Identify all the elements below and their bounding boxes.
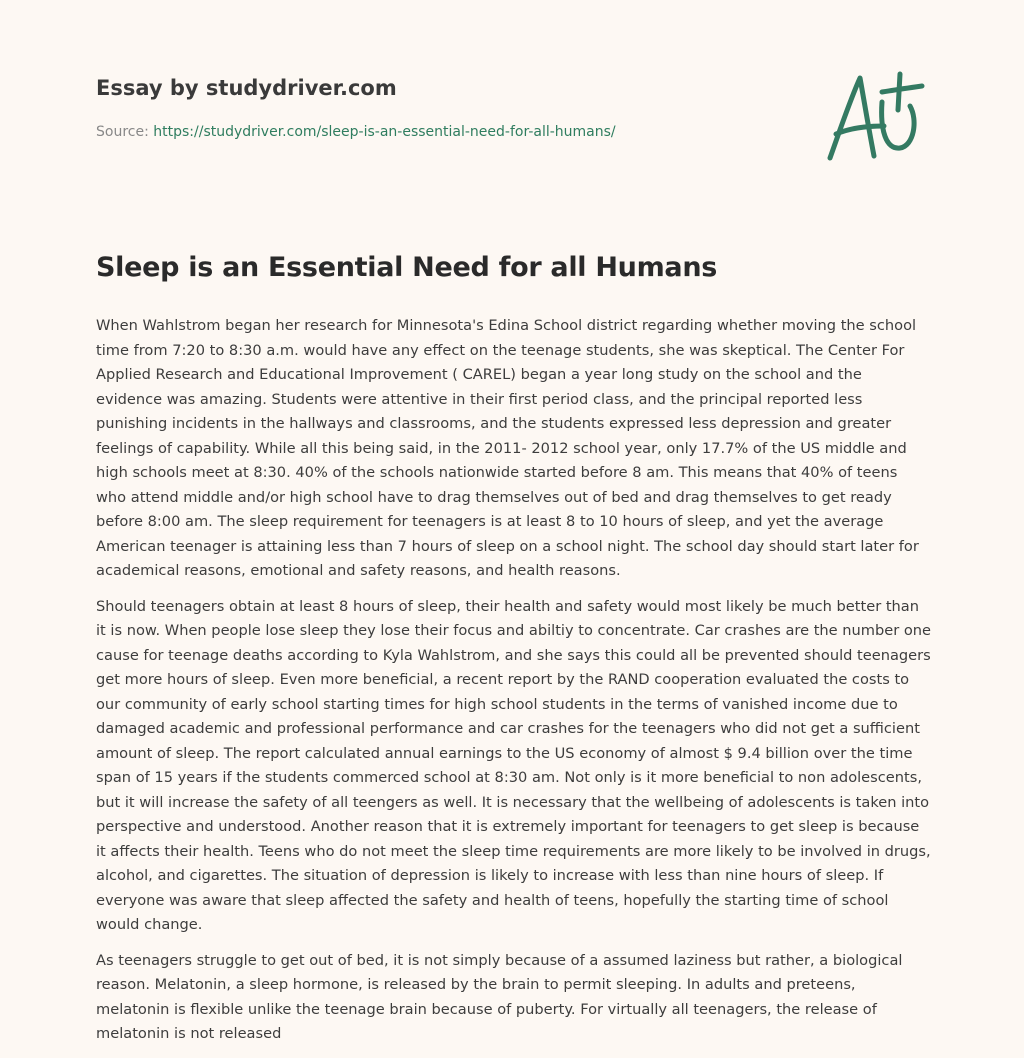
article-title: Sleep is an Essential Need for all Humans <box>96 252 718 283</box>
paragraph: When Wahlstrom began her research for Minnesota's Edina School district regarding whether moving the school time from 7:20 to 8:30 a.m. would have any effect on the teenage students, she was skeptical. The Center For Applied Research and Educational Improvement ( CAREL) began a year long study on the school and the evidence was amazing. Students were attentive in their first period class, and the principal reported less punishing incidents in the hallways and classrooms, and the students expressed less depression and greater feelings of capability. While all this being said, in the 2011- 2012 school year, only 17.7% of the US middle and high schools meet at 8:30. 40% of the schools nationwide started before 8 am. This means that 40% of teens who attend middle and/or high school have to drag themselves out of bed and drag themselves to get ready before 8:00 am. The sleep requirement for teenagers is at least 8 to 10 hours of sleep, and yet the average American teenager is attaining less than 7 hours of sleep on a school night. The school day should start later for academical reasons, emotional and safety reasons, and health reasons. <box>96 317 919 579</box>
source-label: Source: <box>96 124 149 140</box>
source-line <box>96 124 616 140</box>
source-link[interactable]: https://studydriver.com/sleep-is-an-essential-need-for-all-humans/ <box>153 124 616 140</box>
a-plus-logo <box>818 70 928 166</box>
article-body <box>96 314 932 1058</box>
paragraph: Should teenagers obtain at least 8 hours of sleep, their health and safety would most likely be much better than it is now. When people lose sleep they lose their focus and abiltiy to concentrate. Car crashes are the number one cause for teenage deaths according to Kyla Wahlstrom, and she says this could all be prevented should teenagers get more hours of sleep. Even more beneficial, a recent report by the RAND cooperation evaluated the costs to our community of early school starting times for high school students in the terms of vanished income due to damaged academic and professional performance and car crashes for the teenagers who did not get a sufficient amount of sleep. The report calculated annual earnings to the US economy of almost $ 9.4 billion over the time span of 15 years if the students commerced school at 8:30 am. Not only is it more beneficial to non adolescents, but it will increase the safety of all teengers as well. It is necessary that the wellbeing of adolescents is taken into perspective and understood. Another reason that it is extremely important for teenagers to get sleep is because it affects their health. Teens who do not meet the sleep time requirements are more likely to be involved in drugs, alcohol, and cigarettes. The situation of depression is likely to increase with less than nine hours of sleep. If everyone was aware that sleep affected the safety and health of teens, hopefully the starting time of school would change. <box>96 597 932 933</box>
paragraph: As teenagers struggle to get out of bed, it is not simply because of a assumed laziness but rather, a biological reason. Melatonin, a sleep hormone, is released by the brain to permit sleeping. In adults and preteens, melatonin is flexible unlike the teenage brain because of puberty. For virtually all teenagers, the release of melatonin is not released <box>96 951 903 1042</box>
site-brand: Essay by studydriver.com <box>96 76 397 100</box>
